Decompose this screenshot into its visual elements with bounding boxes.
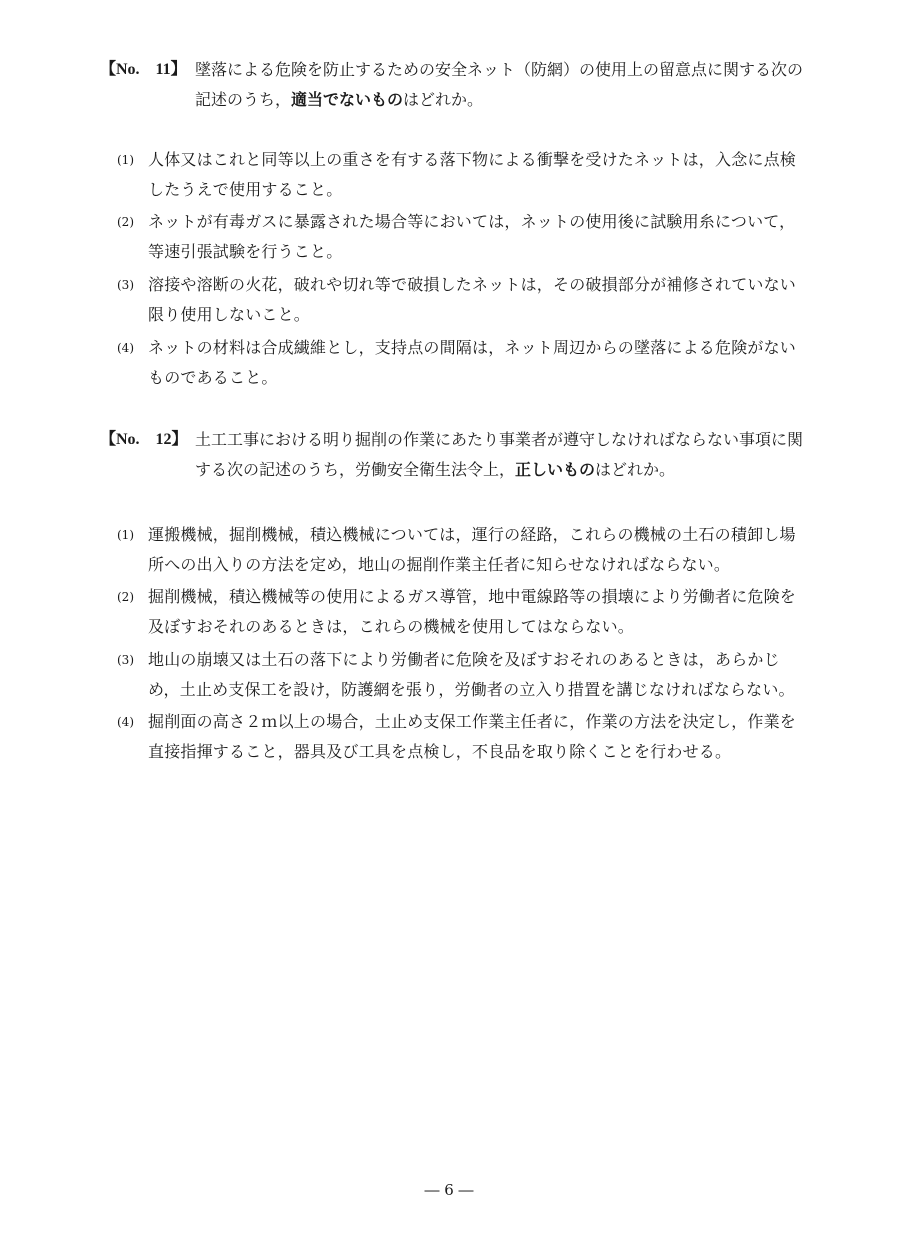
q12-stem-before: 土工工事における明り掘削の作業にあたり事業者が遵守しなければならない事項に関する次の記述のうち，労働安全衛生法令上， (195, 430, 804, 479)
q12-option-4-text: 掘削面の高さ２ｍ以上の場合，土止め支保工作業主任者に，作業の方法を決定し，作業を直接指揮すること，器具及び工具を点検し，不良品を取り除くことを行わせる。 (148, 712, 797, 761)
q11-stem-after: はどれか。 (403, 90, 484, 109)
q12-option-2-text: 掘削機械，積込機械等の使用によるガス導管，地中電線路等の損壊により労働者に危険を及ぼすおそれのあるときは，これらの機械を使用してはならない。 (148, 587, 797, 636)
q12-number: 【No. 12】 (100, 431, 188, 448)
q11-option-3-text: 溶接や溶断の火花，破れや切れ等で破損したネットは，その破損部分が補修されていない限り使用しないこと。 (148, 275, 797, 324)
q12-stem-emphasis: 正しいもの (515, 460, 596, 479)
q12-option-3-text: 地山の崩壊又は土石の落下により労働者に危険を及ぼすおそれのあるときは，あらかじめ，土止め支保工を設け，防護網を張り，労働者の立入り措置を講じなければならない。 (148, 650, 795, 699)
q12-stem (195, 425, 815, 485)
q11-option-2-text: ネットが有毒ガスに暴露された場合等においては，ネットの使用後に試験用糸について，等速引張試験を行うこと。 (148, 212, 796, 261)
q11-stem-emphasis: 適当でないもの (291, 90, 404, 109)
q11-option-4-text: ネットの材料は合成繊維とし，支持点の間隔は，ネット周辺からの墜落による危険がないものであること。 (148, 338, 797, 387)
q11-option-3-label: (3) (117, 278, 134, 292)
q11-option-2-label: (2) (117, 215, 134, 229)
q11-option-1-text: 人体又はこれと同等以上の重さを有する落下物による衝撃を受けたネットは，入念に点検したうえで使用すること。 (148, 150, 797, 199)
q12-option-3-label: (3) (117, 653, 134, 667)
q12-stem-after: はどれか。 (595, 460, 676, 479)
q12-option-4-label: (4) (117, 715, 134, 729)
q12-option-2-label: (2) (117, 590, 134, 604)
q12-option-1-text: 運搬機械，掘削機械，積込機械については，運行の経路，これらの機械の土石の積卸し場所への出入りの方法を定め，地山の掘削作業主任者に知らせなければならない。 (148, 525, 796, 574)
q11-stem (195, 55, 815, 115)
q11-option-1-label: (1) (117, 153, 134, 167)
q12-option-1-label: (1) (117, 528, 134, 542)
q11-stem-before: 墜落による危険を防止するための安全ネット（防網）の使用上の留意点に関する次の記述のうち， (195, 60, 804, 109)
q11-number: 【No. 11】 (100, 61, 187, 78)
q11-option-4-label: (4) (117, 341, 134, 355)
page-number: ― 6 ― (424, 1181, 474, 1199)
